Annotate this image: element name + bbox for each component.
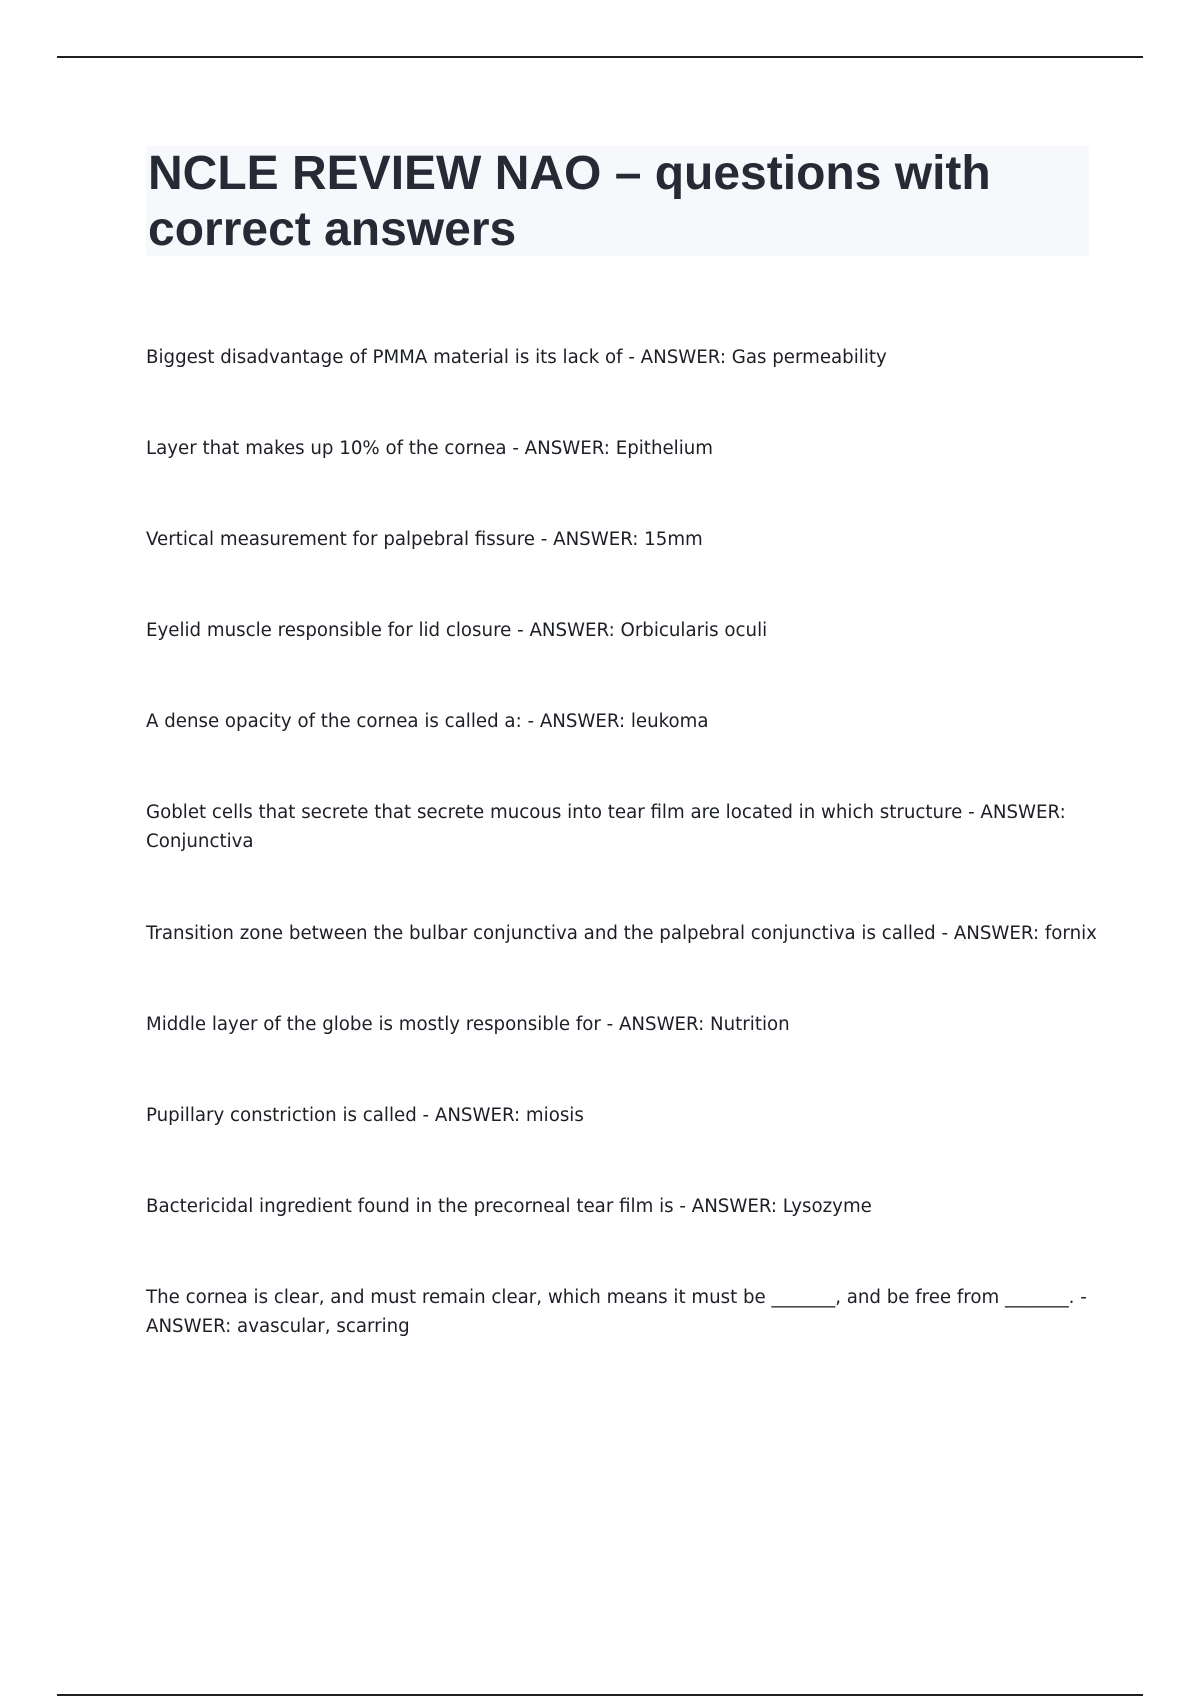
qa-item-5: A dense opacity of the cornea is called a: - ANSWER: leukoma <box>146 711 709 732</box>
document-title: NCLE REVIEW NAO – questions with correct answers <box>148 147 991 256</box>
qa-item-2: Layer that makes up 10% of the cornea - ANSWER: Epithelium <box>146 438 714 459</box>
qa-item-10: Bactericidal ingredient found in the precorneal tear film is - ANSWER: Lysozyme <box>146 1196 872 1217</box>
qa-item-6: Goblet cells that secrete that secrete mucous into tear film are located in which structure - ANSWER: Conjunctiva <box>146 802 1066 852</box>
bottom-rule <box>57 1694 1143 1696</box>
qa-item-7: Transition zone between the bulbar conjunctiva and the palpebral conjunctiva is called - ANSWER: fornix <box>146 923 1097 944</box>
top-rule <box>57 56 1143 58</box>
qa-item-1: Biggest disadvantage of PMMA material is its lack of - ANSWER: Gas permeability <box>146 347 887 368</box>
qa-item-3: Vertical measurement for palpebral fissure - ANSWER: 15mm <box>146 529 703 550</box>
qa-item-4: Eyelid muscle responsible for lid closure - ANSWER: Orbicularis oculi <box>146 620 768 641</box>
qa-item-8: Middle layer of the globe is mostly responsible for - ANSWER: Nutrition <box>146 1014 790 1035</box>
title-block <box>146 146 1089 256</box>
qa-item-11: The cornea is clear, and must remain clear, which means it must be _______, and be free from _______. - ANSWER: avascular, scarring <box>146 1287 1087 1337</box>
qa-item-9: Pupillary constriction is called - ANSWER: miosis <box>146 1105 584 1126</box>
